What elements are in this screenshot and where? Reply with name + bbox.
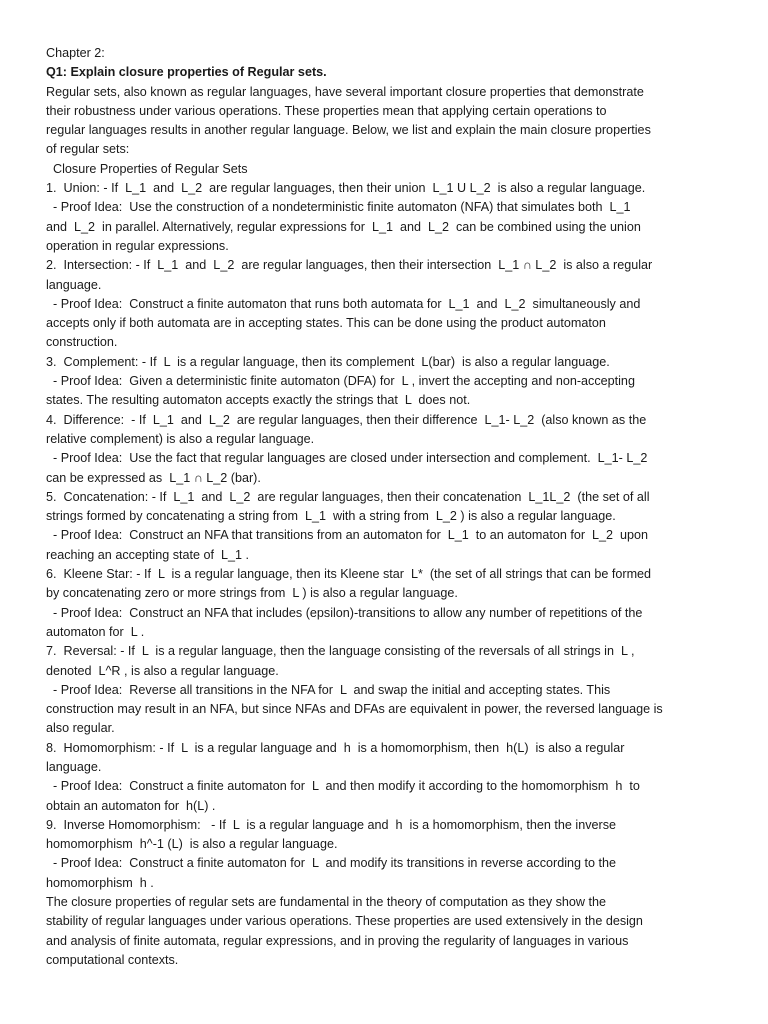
text-line: obtain an automaton for h(L) . — [46, 798, 216, 813]
text-line: 2. Intersection: - If L_1 and L_2 are regular languages, then their intersection L_1 ∩ L_2 is also a regular — [46, 258, 653, 273]
text-line: construction. — [46, 335, 118, 350]
text-line: 9. Inverse Homomorphism: - If L is a regular language and h is a homomorphism, then the inverse — [46, 817, 617, 832]
text-line: and L_2 in parallel. Alternatively, regular expressions for L_1 and L_2 can be combined using the union — [46, 219, 641, 234]
text-line: automaton for L . — [46, 624, 145, 639]
text-line: and analysis of finite automata, regular expressions, and in proving the regularity of languages in various — [46, 933, 629, 948]
text-line: denoted L^R , is also a regular language. — [46, 663, 279, 678]
question-heading: Q1: Explain closure properties of Regular sets. — [46, 65, 327, 80]
text-line: 8. Homomorphism: - If L is a regular language and h is a homomorphism, then h(L) is also a regular — [46, 740, 625, 755]
text-line: - Proof Idea: Construct a finite automaton that runs both automata for L_1 and L_2 simultaneously and — [46, 296, 641, 311]
text-line: - Proof Idea: Construct an NFA that includes (epsilon)-transitions to allow any number of repetitions of the — [46, 605, 643, 620]
text-line: Regular sets, also known as regular languages, have several important closure properties that demonstrate — [46, 84, 644, 99]
text-line: - Proof Idea: Construct a finite automaton for L and then modify it according to the homomorphism h to — [46, 779, 640, 794]
text-line: computational contexts. — [46, 952, 179, 967]
text-line: 6. Kleene Star: - If L is a regular language, then its Kleene star L* (the set of all strings that can be formed — [46, 567, 652, 582]
text-line: strings formed by concatenating a string from L_1 with a string from L_2 ) is also a regular language. — [46, 509, 616, 524]
text-line: operation in regular expressions. — [46, 238, 229, 253]
text-line: also regular. — [46, 721, 115, 736]
chapter-heading: Chapter 2: — [46, 46, 105, 60]
text-line: 1. Union: - If L_1 and L_2 are regular languages, then their union L_1 U L_2 is also a regular language. — [46, 181, 646, 196]
text-line: of regular sets: — [46, 142, 130, 157]
text-line: accepts only if both automata are in accepting states. This can be done using the product automaton — [46, 316, 606, 331]
text-line: homomorphism h . — [46, 875, 154, 890]
text-line: - Proof Idea: Construct an NFA that transitions from an automaton for L_1 to an automaton for L_2 upon — [46, 528, 649, 543]
text-line: can be expressed as L_1 ∩ L_2 (bar). — [46, 470, 261, 485]
text-line: - Proof Idea: Use the construction of a nondeterministic finite automaton (NFA) that simulates both L_1 — [46, 200, 631, 215]
text-line: relative complement) is also a regular language. — [46, 431, 315, 446]
text-line: reaching an accepting state of L_1 . — [46, 547, 250, 562]
text-line: - Proof Idea: Use the fact that regular languages are closed under intersection and complement. L_1- L_2 — [46, 451, 648, 466]
text-line: stability of regular languages under various operations. These properties are used extensively in the design — [46, 914, 643, 929]
text-line: language. — [46, 759, 102, 774]
document-page — [46, 44, 726, 970]
text-line: homomorphism h^-1 (L) is also a regular language. — [46, 837, 338, 852]
text-line: regular languages results in another regular language. Below, we list and explain the main closure properties — [46, 123, 651, 138]
text-line: their robustness under various operations. These properties mean that applying certain operations to — [46, 103, 607, 118]
text-line: language. — [46, 277, 102, 292]
text-line: 3. Complement: - If L is a regular language, then its complement L(bar) is also a regular language. — [46, 354, 610, 369]
text-line: 4. Difference: - If L_1 and L_2 are regular languages, then their difference L_1- L_2 (also known as the — [46, 412, 647, 427]
text-line: states. The resulting automaton accepts exactly the strings that L does not. — [46, 393, 471, 408]
text-line: The closure properties of regular sets are fundamental in the theory of computation as they show the — [46, 895, 607, 910]
text-line: Closure Properties of Regular Sets — [46, 161, 248, 176]
text-line: 7. Reversal: - If L is a regular language, then the language consisting of the reversals of all strings in L , — [46, 644, 635, 659]
text-line: - Proof Idea: Reverse all transitions in the NFA for L and swap the initial and accepting states. This — [46, 682, 611, 697]
text-line: - Proof Idea: Given a deterministic finite automaton (DFA) for L , invert the accepting and non-accepting — [46, 374, 635, 389]
text-line: 5. Concatenation: - If L_1 and L_2 are regular languages, then their concatenation L_1L_2 (the set of all — [46, 489, 650, 504]
document-body — [46, 83, 726, 971]
text-line: construction may result in an NFA, but since NFAs and DFAs are equivalent in power, the reversed language is — [46, 702, 663, 717]
text-line: - Proof Idea: Construct a finite automaton for L and modify its transitions in reverse according to the — [46, 856, 617, 871]
text-line: by concatenating zero or more strings from L ) is also a regular language. — [46, 586, 458, 601]
